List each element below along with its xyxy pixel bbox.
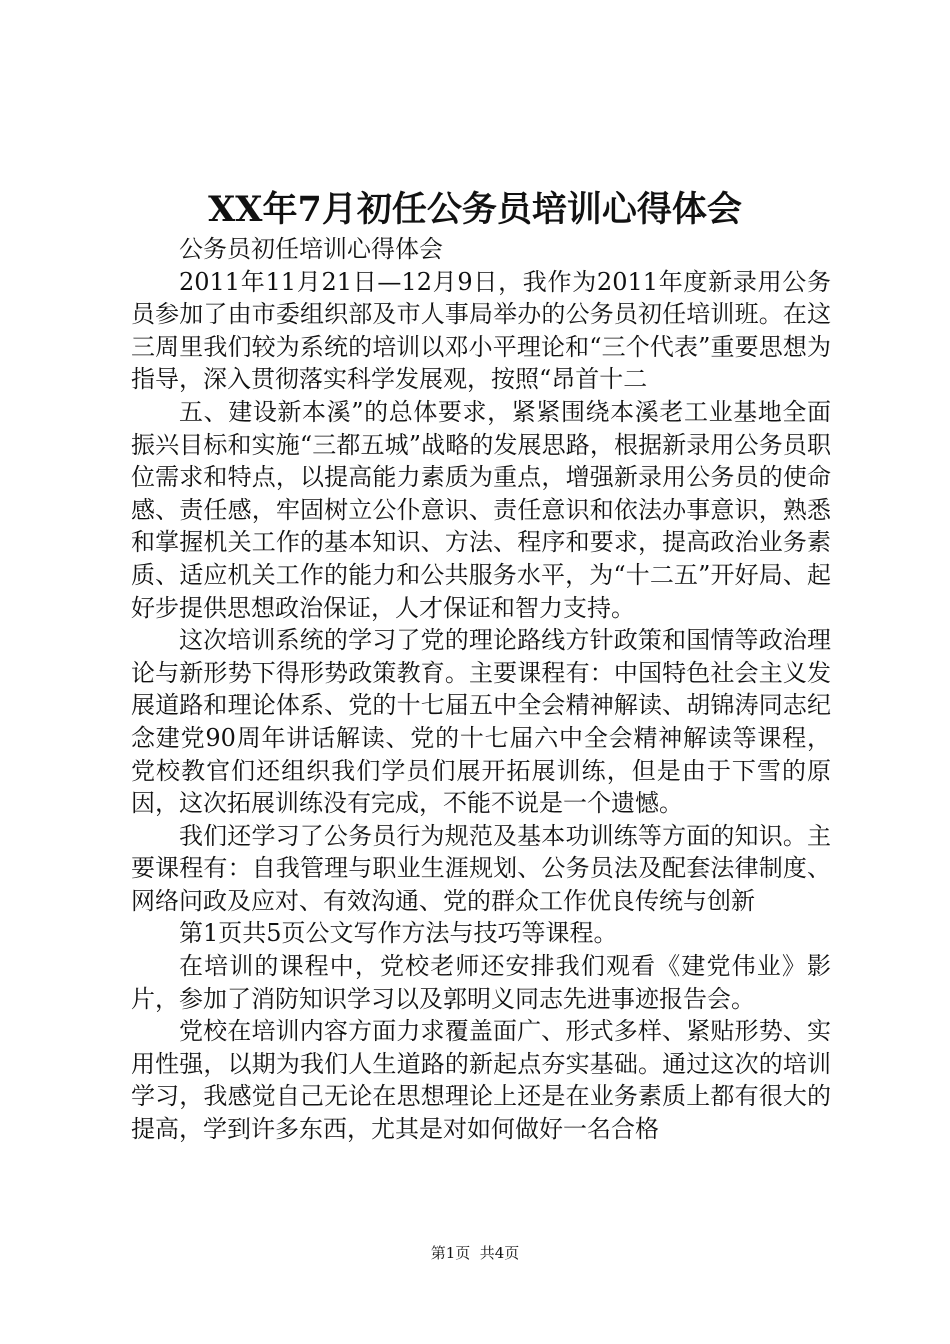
paragraph: 党校在培训内容方面力求覆盖面广、形式多样、紧贴形势、实用性强，以期为我们人生道路的新起点夯实基础。通过这次的培训学习，我感觉自己无论在思想理论上还是在业务素质上都有很大的提高，学到许多东西，尤其是对如何做好一名合格 [131,1017,831,1144]
paragraph: 五、建设新本溪”的总体要求，紧紧围绕本溪老工业基地全面振兴目标和实施“三都五城”战略的发展思路，根据新录用公务员职位需求和特点，以提高能力素质为重点，增强新录用公务员的使命感、责任感，牢固树立公仆意识、责任意识和依法办事意识，熟悉和掌握机关工作的基本知识、方法、程序和要求，提高政治业务素质、适应机关工作的能力和公共服务水平，为“十二五”开好局、起好步提供思想政治保证，人才保证和智力支持。 [131,397,831,622]
paragraph: 这次培训系统的学习了党的理论路线方针政策和国情等政治理论与新形势下得形势政策教育。主要课程有：中国特色社会主义发展道路和理论体系、党的十七届五中全会精神解读、胡锦涛同志纪念建党90周年讲话解读、党的十七届六中全会精神解读等课程，党校教官们还组织我们学员们展开拓展训练，但是由于下雪的原因，这次拓展训练没有完成，不能不说是一个遗憾。 [131,626,831,818]
page-footer [0,1242,950,1264]
paragraph: 在培训的课程中，党校老师还安排我们观看《建党伟业》影片，参加了消防知识学习以及郭明义同志先进事迹报告会。 [131,952,831,1013]
page-number: 第1页 共4页 [430,1244,520,1262]
paragraph: 第1页共5页公文写作方法与技巧等课程。 [179,919,618,948]
paragraph: 我们还学习了公务员行为规范及基本功训练等方面的知识。主要课程有：自我管理与职业生涯规划、公务员法及配套法律制度、网络问政及应对、有效沟通、党的群众工作优良传统与创新 [131,821,831,915]
document-body [131,233,831,1146]
paragraph: 2011年11月21日—12月9日，我作为2011年度新录用公务员参加了由市委组织部及市人事局举办的公务员初任培训班。在这三周里我们较为系统的培训以邓小平理论和“三个代表”重要思想为指导，深入贯彻落实科学发展观，按照“昂首十二 [131,267,831,394]
paragraph-subtitle: 公务员初任培训心得体会 [179,235,443,263]
document-title: XX年7月初任公务员培训心得体会 [208,189,742,230]
